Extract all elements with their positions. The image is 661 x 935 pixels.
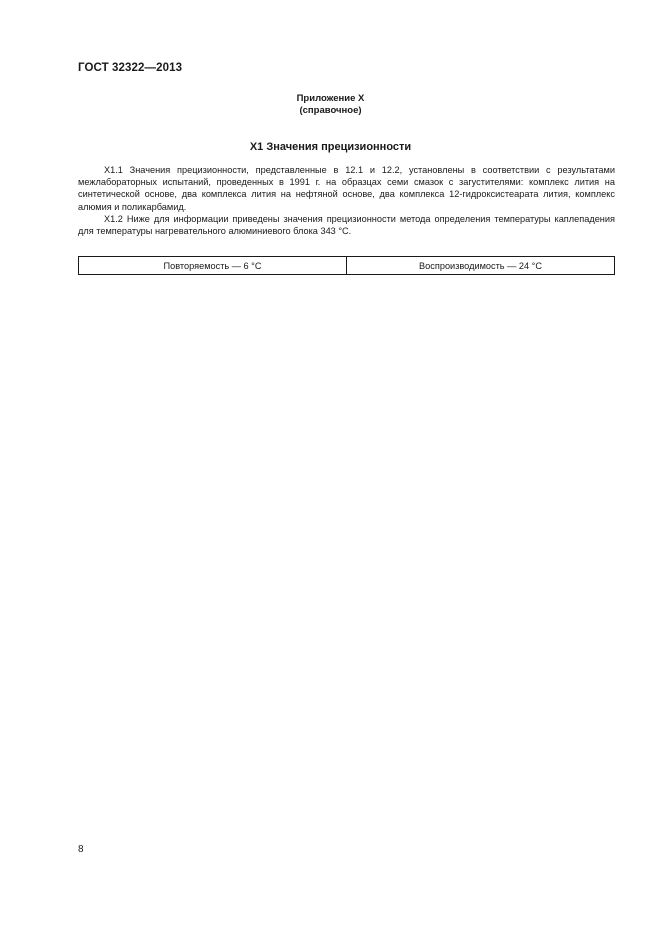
paragraph-x1-2: Х1.2 Ниже для информации приведены значения прецизионности метода определения температуры каплепадения для температуры нагревательного алюминиевого блока 343 °С.	[78, 213, 615, 237]
paragraph-x1-1: Х1.1 Значения прецизионности, представленные в 12.1 и 12.2, установлены в соответствии с результатами межлабораторных испытаний, проведенных в 1991 г. на образцах семи смазок с загустителями: комплекс лития на синтетической основе, два комплекса лития на нефтяной основе, два комплекса 12-гидроксистеарата лития, комплекс алюмия и поликарбамид.	[78, 165, 615, 212]
annex-title: Приложение Х	[296, 93, 365, 104]
page-number: 8	[78, 844, 84, 855]
annex-subtitle: (справочное)	[299, 105, 362, 116]
standard-code: ГОСТ 32322—2013	[78, 62, 183, 74]
reproducibility-cell: Воспроизводимость — 24 °С	[347, 257, 615, 275]
table-row	[79, 257, 615, 275]
body-text	[78, 164, 615, 237]
repeatability-cell: Повторяемость — 6 °С	[79, 257, 347, 275]
section-heading: Х1 Значения прецизионности	[249, 141, 412, 153]
precision-table	[78, 256, 615, 275]
